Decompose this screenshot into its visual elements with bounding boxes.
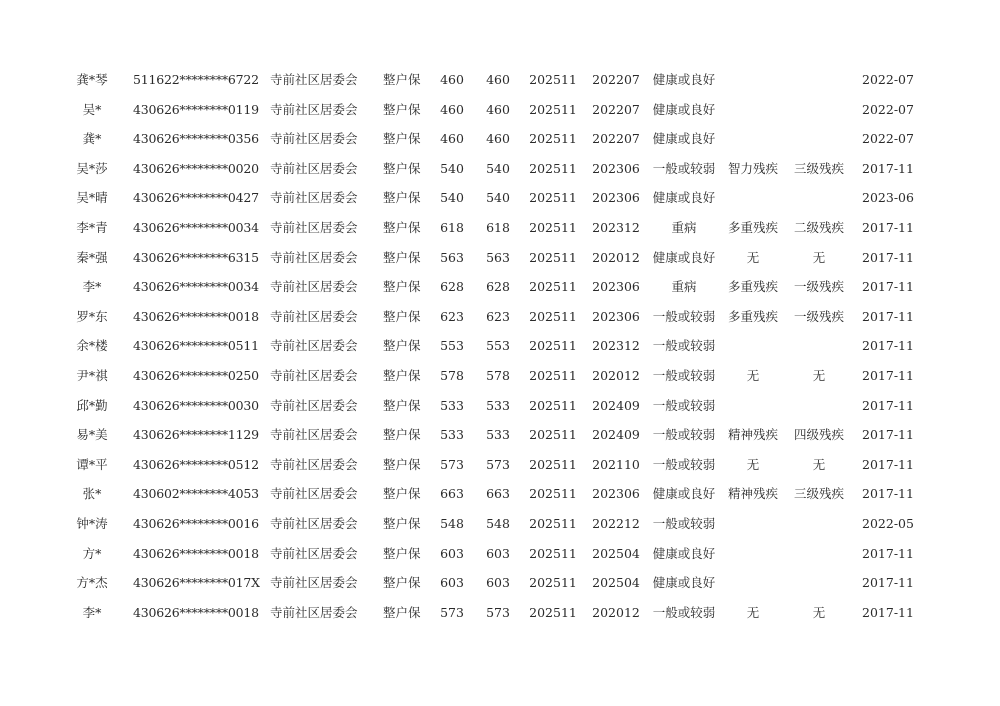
community-cell: 寺前社区居委会 [270, 397, 358, 413]
person-name-cell: 钟*涛 [76, 515, 108, 531]
period-cell: 202511 [529, 397, 577, 413]
period-cell: 202212 [592, 515, 640, 531]
amount-cell: 548 [440, 515, 464, 531]
health-status-cell: 一般或较弱 [652, 515, 716, 531]
disability-type-cell: 精神残疾 [727, 486, 778, 502]
disability-level-cell: 一级残疾 [793, 308, 844, 324]
id-number-cell: 430626********017X [133, 575, 260, 591]
id-number-cell: 430626********0356 [133, 131, 259, 147]
period-cell: 202110 [592, 456, 640, 472]
amount-cell: 553 [440, 338, 464, 354]
health-status-cell: 重病 [671, 279, 697, 295]
guarantee-type-cell: 整户保 [383, 72, 421, 87]
date-cell: 2022-07 [862, 72, 914, 87]
date-cell: 2017-11 [862, 308, 914, 324]
amount-cell: 533 [440, 397, 464, 413]
period-cell: 202012 [592, 604, 640, 620]
health-status-cell: 一般或较弱 [652, 308, 716, 324]
person-name-cell: 李* [82, 279, 102, 295]
amount-cell: 460 [440, 101, 464, 117]
id-number-cell: 430626********0427 [133, 190, 259, 206]
health-status-cell: 一般或较弱 [652, 427, 716, 443]
community-cell: 寺前社区居委会 [270, 367, 358, 383]
period-cell: 202511 [529, 131, 577, 147]
community-cell: 寺前社区居委会 [270, 515, 358, 531]
period-cell: 202511 [529, 190, 577, 206]
amount-cell: 618 [486, 219, 510, 235]
amount-cell: 618 [440, 219, 464, 235]
person-name-cell: 方* [82, 545, 102, 561]
id-number-cell: 430626********0020 [133, 160, 259, 176]
person-name-cell: 余*楼 [76, 338, 108, 354]
community-cell: 寺前社区居委会 [270, 575, 358, 591]
community-cell: 寺前社区居委会 [270, 308, 358, 324]
amount-cell: 603 [486, 545, 510, 561]
period-cell: 202511 [529, 101, 577, 117]
amount-cell: 603 [486, 575, 510, 591]
period-cell: 202511 [529, 486, 577, 502]
date-cell: 2017-11 [862, 456, 914, 472]
period-cell: 202306 [592, 308, 640, 324]
amount-cell: 663 [486, 486, 510, 502]
amount-cell: 573 [440, 456, 464, 472]
person-name-cell: 罗*东 [76, 308, 108, 324]
guarantee-type-cell: 整户保 [383, 515, 421, 531]
health-status-cell: 一般或较弱 [652, 160, 716, 176]
id-number-cell: 430626********0018 [133, 308, 259, 324]
person-name-cell: 方*杰 [76, 575, 108, 591]
amount-cell: 573 [486, 456, 510, 472]
health-status-cell: 健康或良好 [652, 545, 716, 561]
period-cell: 202306 [592, 190, 640, 206]
id-number-cell: 430626********0018 [133, 545, 259, 561]
disability-level-cell: 三级残疾 [793, 486, 844, 502]
community-cell: 寺前社区居委会 [270, 72, 358, 87]
period-cell: 202012 [592, 367, 640, 383]
amount-cell: 603 [440, 575, 464, 591]
amount-cell: 460 [486, 72, 510, 87]
amount-cell: 460 [486, 101, 510, 117]
date-cell: 2017-11 [862, 575, 914, 591]
person-name-cell: 谭*平 [76, 456, 108, 472]
community-cell: 寺前社区居委会 [270, 190, 358, 206]
period-cell: 202409 [592, 397, 640, 413]
health-status-cell: 一般或较弱 [652, 367, 716, 383]
health-status-cell: 一般或较弱 [652, 397, 716, 413]
period-cell: 202511 [529, 72, 577, 87]
period-cell: 202312 [592, 338, 640, 354]
date-cell: 2017-11 [862, 427, 914, 443]
amount-cell: 540 [440, 190, 464, 206]
period-cell: 202207 [592, 72, 640, 87]
id-number-cell: 511622********6722 [133, 72, 259, 87]
person-name-cell: 秦*强 [76, 249, 108, 265]
amount-cell: 533 [440, 427, 464, 443]
period-cell: 202511 [529, 545, 577, 561]
document-table [0, 65, 1000, 627]
guarantee-type-cell: 整户保 [383, 219, 421, 235]
person-name-cell: 吴*莎 [76, 160, 108, 176]
date-cell: 2023-06 [862, 190, 914, 206]
community-cell: 寺前社区居委会 [270, 604, 358, 620]
date-cell: 2017-11 [862, 219, 914, 235]
community-cell: 寺前社区居委会 [270, 101, 358, 117]
person-name-cell: 龚*琴 [76, 72, 108, 87]
guarantee-type-cell: 整户保 [383, 367, 421, 383]
disability-level-cell: 一级残疾 [793, 279, 844, 295]
guarantee-type-cell: 整户保 [383, 308, 421, 324]
period-cell: 202409 [592, 427, 640, 443]
health-status-cell: 健康或良好 [652, 101, 716, 117]
disability-level-cell: 二级残疾 [793, 219, 844, 235]
amount-cell: 460 [440, 72, 464, 87]
disability-type-cell: 无 [746, 604, 760, 620]
guarantee-type-cell: 整户保 [383, 249, 421, 265]
person-name-cell: 吴*晴 [76, 190, 108, 206]
period-cell: 202511 [529, 279, 577, 295]
table-row [0, 479, 1000, 509]
period-cell: 202511 [529, 338, 577, 354]
community-cell: 寺前社区居委会 [270, 338, 358, 354]
amount-cell: 563 [486, 249, 510, 265]
amount-cell: 578 [486, 367, 510, 383]
period-cell: 202504 [592, 545, 640, 561]
period-cell: 202504 [592, 575, 640, 591]
amount-cell: 553 [486, 338, 510, 354]
period-cell: 202207 [592, 101, 640, 117]
amount-cell: 460 [440, 131, 464, 147]
guarantee-type-cell: 整户保 [383, 456, 421, 472]
id-number-cell: 430626********1129 [133, 427, 259, 443]
guarantee-type-cell: 整户保 [383, 131, 421, 147]
person-name-cell: 张* [82, 486, 102, 502]
guarantee-type-cell: 整户保 [383, 427, 421, 443]
community-cell: 寺前社区居委会 [270, 131, 358, 147]
amount-cell: 628 [440, 279, 464, 295]
date-cell: 2017-11 [862, 338, 914, 354]
person-name-cell: 邱*勤 [76, 397, 108, 413]
amount-cell: 603 [440, 545, 464, 561]
period-cell: 202312 [592, 219, 640, 235]
disability-level-cell: 三级残疾 [793, 160, 844, 176]
period-cell: 202511 [529, 575, 577, 591]
disability-type-cell: 无 [746, 249, 760, 265]
disability-type-cell: 无 [746, 456, 760, 472]
period-cell: 202511 [529, 604, 577, 620]
guarantee-type-cell: 整户保 [383, 101, 421, 117]
period-cell: 202306 [592, 160, 640, 176]
health-status-cell: 健康或良好 [652, 486, 716, 502]
disability-type-cell: 多重残疾 [727, 279, 778, 295]
date-cell: 2017-11 [862, 249, 914, 265]
table-row [0, 302, 1000, 332]
period-cell: 202012 [592, 249, 640, 265]
id-number-cell: 430626********0034 [133, 219, 259, 235]
amount-cell: 563 [440, 249, 464, 265]
guarantee-type-cell: 整户保 [383, 279, 421, 295]
table-row [0, 272, 1000, 302]
table-row [0, 420, 1000, 450]
table-row [0, 95, 1000, 125]
disability-level-cell: 无 [812, 456, 826, 472]
table-row [0, 65, 1000, 95]
health-status-cell: 健康或良好 [652, 575, 716, 591]
community-cell: 寺前社区居委会 [270, 486, 358, 502]
disability-level-cell: 四级残疾 [793, 427, 844, 443]
table-row [0, 539, 1000, 569]
amount-cell: 540 [486, 160, 510, 176]
table-row [0, 568, 1000, 598]
period-cell: 202207 [592, 131, 640, 147]
table-row [0, 509, 1000, 539]
period-cell: 202511 [529, 427, 577, 443]
date-cell: 2017-11 [862, 279, 914, 295]
id-number-cell: 430602********4053 [133, 486, 259, 502]
period-cell: 202511 [529, 456, 577, 472]
person-name-cell: 尹*祺 [76, 367, 108, 383]
amount-cell: 578 [440, 367, 464, 383]
period-cell: 202511 [529, 219, 577, 235]
id-number-cell: 430626********0034 [133, 279, 259, 295]
amount-cell: 628 [486, 279, 510, 295]
date-cell: 2022-05 [862, 515, 914, 531]
health-status-cell: 健康或良好 [652, 190, 716, 206]
table-row [0, 450, 1000, 480]
id-number-cell: 430626********0018 [133, 604, 259, 620]
amount-cell: 540 [486, 190, 510, 206]
person-name-cell: 李*青 [76, 219, 108, 235]
date-cell: 2017-11 [862, 397, 914, 413]
person-name-cell: 龚* [82, 131, 102, 147]
date-cell: 2017-11 [862, 367, 914, 383]
amount-cell: 573 [486, 604, 510, 620]
guarantee-type-cell: 整户保 [383, 190, 421, 206]
id-number-cell: 430626********0030 [133, 397, 259, 413]
amount-cell: 533 [486, 397, 510, 413]
period-cell: 202511 [529, 160, 577, 176]
health-status-cell: 健康或良好 [652, 249, 716, 265]
table-row [0, 331, 1000, 361]
health-status-cell: 一般或较弱 [652, 604, 716, 620]
community-cell: 寺前社区居委会 [270, 249, 358, 265]
guarantee-type-cell: 整户保 [383, 575, 421, 591]
table-row [0, 213, 1000, 243]
date-cell: 2017-11 [862, 160, 914, 176]
period-cell: 202306 [592, 486, 640, 502]
health-status-cell: 健康或良好 [652, 72, 716, 87]
table-row [0, 124, 1000, 154]
health-status-cell: 一般或较弱 [652, 456, 716, 472]
person-name-cell: 易*美 [76, 427, 108, 443]
table-row [0, 598, 1000, 628]
table-row [0, 154, 1000, 184]
amount-cell: 540 [440, 160, 464, 176]
table-row [0, 391, 1000, 421]
id-number-cell: 430626********0512 [133, 456, 259, 472]
id-number-cell: 430626********0119 [133, 101, 259, 117]
health-status-cell: 重病 [671, 219, 697, 235]
amount-cell: 663 [440, 486, 464, 502]
person-name-cell: 李* [82, 604, 102, 620]
disability-level-cell: 无 [812, 604, 826, 620]
health-status-cell: 一般或较弱 [652, 338, 716, 354]
date-cell: 2022-07 [862, 131, 914, 147]
period-cell: 202511 [529, 515, 577, 531]
table-row [0, 183, 1000, 213]
date-cell: 2022-07 [862, 101, 914, 117]
disability-type-cell: 精神残疾 [727, 427, 778, 443]
community-cell: 寺前社区居委会 [270, 427, 358, 443]
community-cell: 寺前社区居委会 [270, 545, 358, 561]
community-cell: 寺前社区居委会 [270, 160, 358, 176]
amount-cell: 573 [440, 604, 464, 620]
amount-cell: 623 [440, 308, 464, 324]
period-cell: 202511 [529, 249, 577, 265]
guarantee-type-cell: 整户保 [383, 338, 421, 354]
date-cell: 2017-11 [862, 545, 914, 561]
period-cell: 202511 [529, 367, 577, 383]
id-number-cell: 430626********6315 [133, 249, 259, 265]
id-number-cell: 430626********0016 [133, 515, 259, 531]
disability-level-cell: 无 [812, 249, 826, 265]
guarantee-type-cell: 整户保 [383, 604, 421, 620]
health-status-cell: 健康或良好 [652, 131, 716, 147]
period-cell: 202511 [529, 308, 577, 324]
person-name-cell: 吴* [82, 101, 102, 117]
disability-level-cell: 无 [812, 367, 826, 383]
date-cell: 2017-11 [862, 604, 914, 620]
disability-type-cell: 多重残疾 [727, 219, 778, 235]
guarantee-type-cell: 整户保 [383, 397, 421, 413]
guarantee-type-cell: 整户保 [383, 486, 421, 502]
community-cell: 寺前社区居委会 [270, 456, 358, 472]
disability-type-cell: 多重残疾 [727, 308, 778, 324]
id-number-cell: 430626********0250 [133, 367, 259, 383]
guarantee-type-cell: 整户保 [383, 160, 421, 176]
table-row [0, 243, 1000, 273]
table-row [0, 361, 1000, 391]
amount-cell: 548 [486, 515, 510, 531]
guarantee-type-cell: 整户保 [383, 545, 421, 561]
id-number-cell: 430626********0511 [133, 338, 259, 354]
community-cell: 寺前社区居委会 [270, 279, 358, 295]
date-cell: 2017-11 [862, 486, 914, 502]
amount-cell: 460 [486, 131, 510, 147]
period-cell: 202306 [592, 279, 640, 295]
amount-cell: 533 [486, 427, 510, 443]
disability-type-cell: 智力残疾 [727, 160, 778, 176]
amount-cell: 623 [486, 308, 510, 324]
community-cell: 寺前社区居委会 [270, 219, 358, 235]
disability-type-cell: 无 [746, 367, 760, 383]
